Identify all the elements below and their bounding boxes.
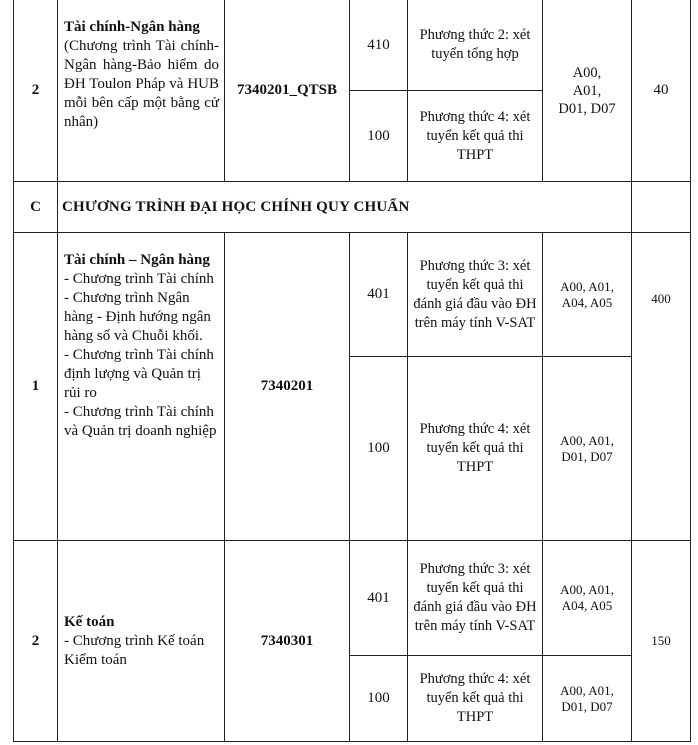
method-text: Phương thức 4: xét tuyển kết quả thi THPT (408, 656, 543, 742)
method-code: 401 (350, 233, 408, 357)
row-number: 2 (14, 541, 58, 742)
program-item: - Chương trình Tài chính định lượng và Quản trị rủi ro (64, 347, 214, 401)
program-item: - Chương trình Kế toán Kiểm toán (64, 632, 205, 668)
quota: 40 (632, 0, 691, 182)
method-code: 401 (350, 541, 408, 656)
subject-combinations: A00, A01, A04, A05 (543, 541, 632, 656)
program-name-cell (58, 0, 225, 182)
subject-combinations: A00, A01, D01, D07 (543, 357, 632, 541)
row-number: 1 (14, 233, 58, 541)
major-code: 7340201 (225, 233, 350, 541)
method-code: 100 (350, 91, 408, 182)
major-code: 7340201_QTSB (225, 0, 350, 182)
program-item: - Chương trình Ngân hàng - Định hướng ngân hàng số và Chuỗi khối. (64, 290, 211, 344)
subject-combinations: A00, A01, D01, D07 (543, 0, 632, 182)
program-name-cell (58, 233, 225, 541)
table-row (14, 0, 691, 91)
table-row (14, 541, 691, 656)
empty-cell (632, 182, 691, 233)
major-title: Kế toán (64, 613, 115, 630)
program-description: (Chương trình Tài chính-Ngân hàng-Bảo hiểm do ĐH Toulon Pháp và HUB mỗi bên cấp một bằng cử nhân) (64, 38, 219, 130)
program-item: - Chương trình Tài chính (64, 271, 214, 287)
subject-combinations: A00, A01, A04, A05 (543, 233, 632, 357)
major-title: Tài chính-Ngân hàng (64, 19, 200, 35)
section-letter: C (14, 182, 58, 233)
method-code: 100 (350, 656, 408, 742)
method-text: Phương thức 4: xét tuyển kết quả thi THPT (408, 91, 543, 182)
quota: 400 (632, 233, 691, 541)
method-text: Phương thức 3: xét tuyển kết quả thi đánh giá đầu vào ĐH trên máy tính V-SAT (408, 541, 543, 656)
major-title: Tài chính – Ngân hàng (64, 252, 210, 268)
method-text: Phương thức 2: xét tuyển tổng hợp (408, 0, 543, 91)
method-text: Phương thức 3: xét tuyển kết quả thi đánh giá đầu vào ĐH trên máy tính V-SAT (408, 233, 543, 357)
section-header-row (14, 182, 691, 233)
table-row (14, 233, 691, 357)
section-title: CHƯƠNG TRÌNH ĐẠI HỌC CHÍNH QUY CHUẨN (58, 182, 632, 233)
method-code: 100 (350, 357, 408, 541)
subject-combinations: A00, A01, D01, D07 (543, 656, 632, 742)
program-name-cell (58, 541, 225, 742)
row-number: 2 (14, 0, 58, 182)
method-text: Phương thức 4: xét tuyển kết quả thi THPT (408, 357, 543, 541)
quota: 150 (632, 541, 691, 742)
major-code: 7340301 (225, 541, 350, 742)
program-item: - Chương trình Tài chính và Quản trị doanh nghiệp (64, 404, 217, 439)
admission-table (13, 0, 691, 742)
method-code: 410 (350, 0, 408, 91)
